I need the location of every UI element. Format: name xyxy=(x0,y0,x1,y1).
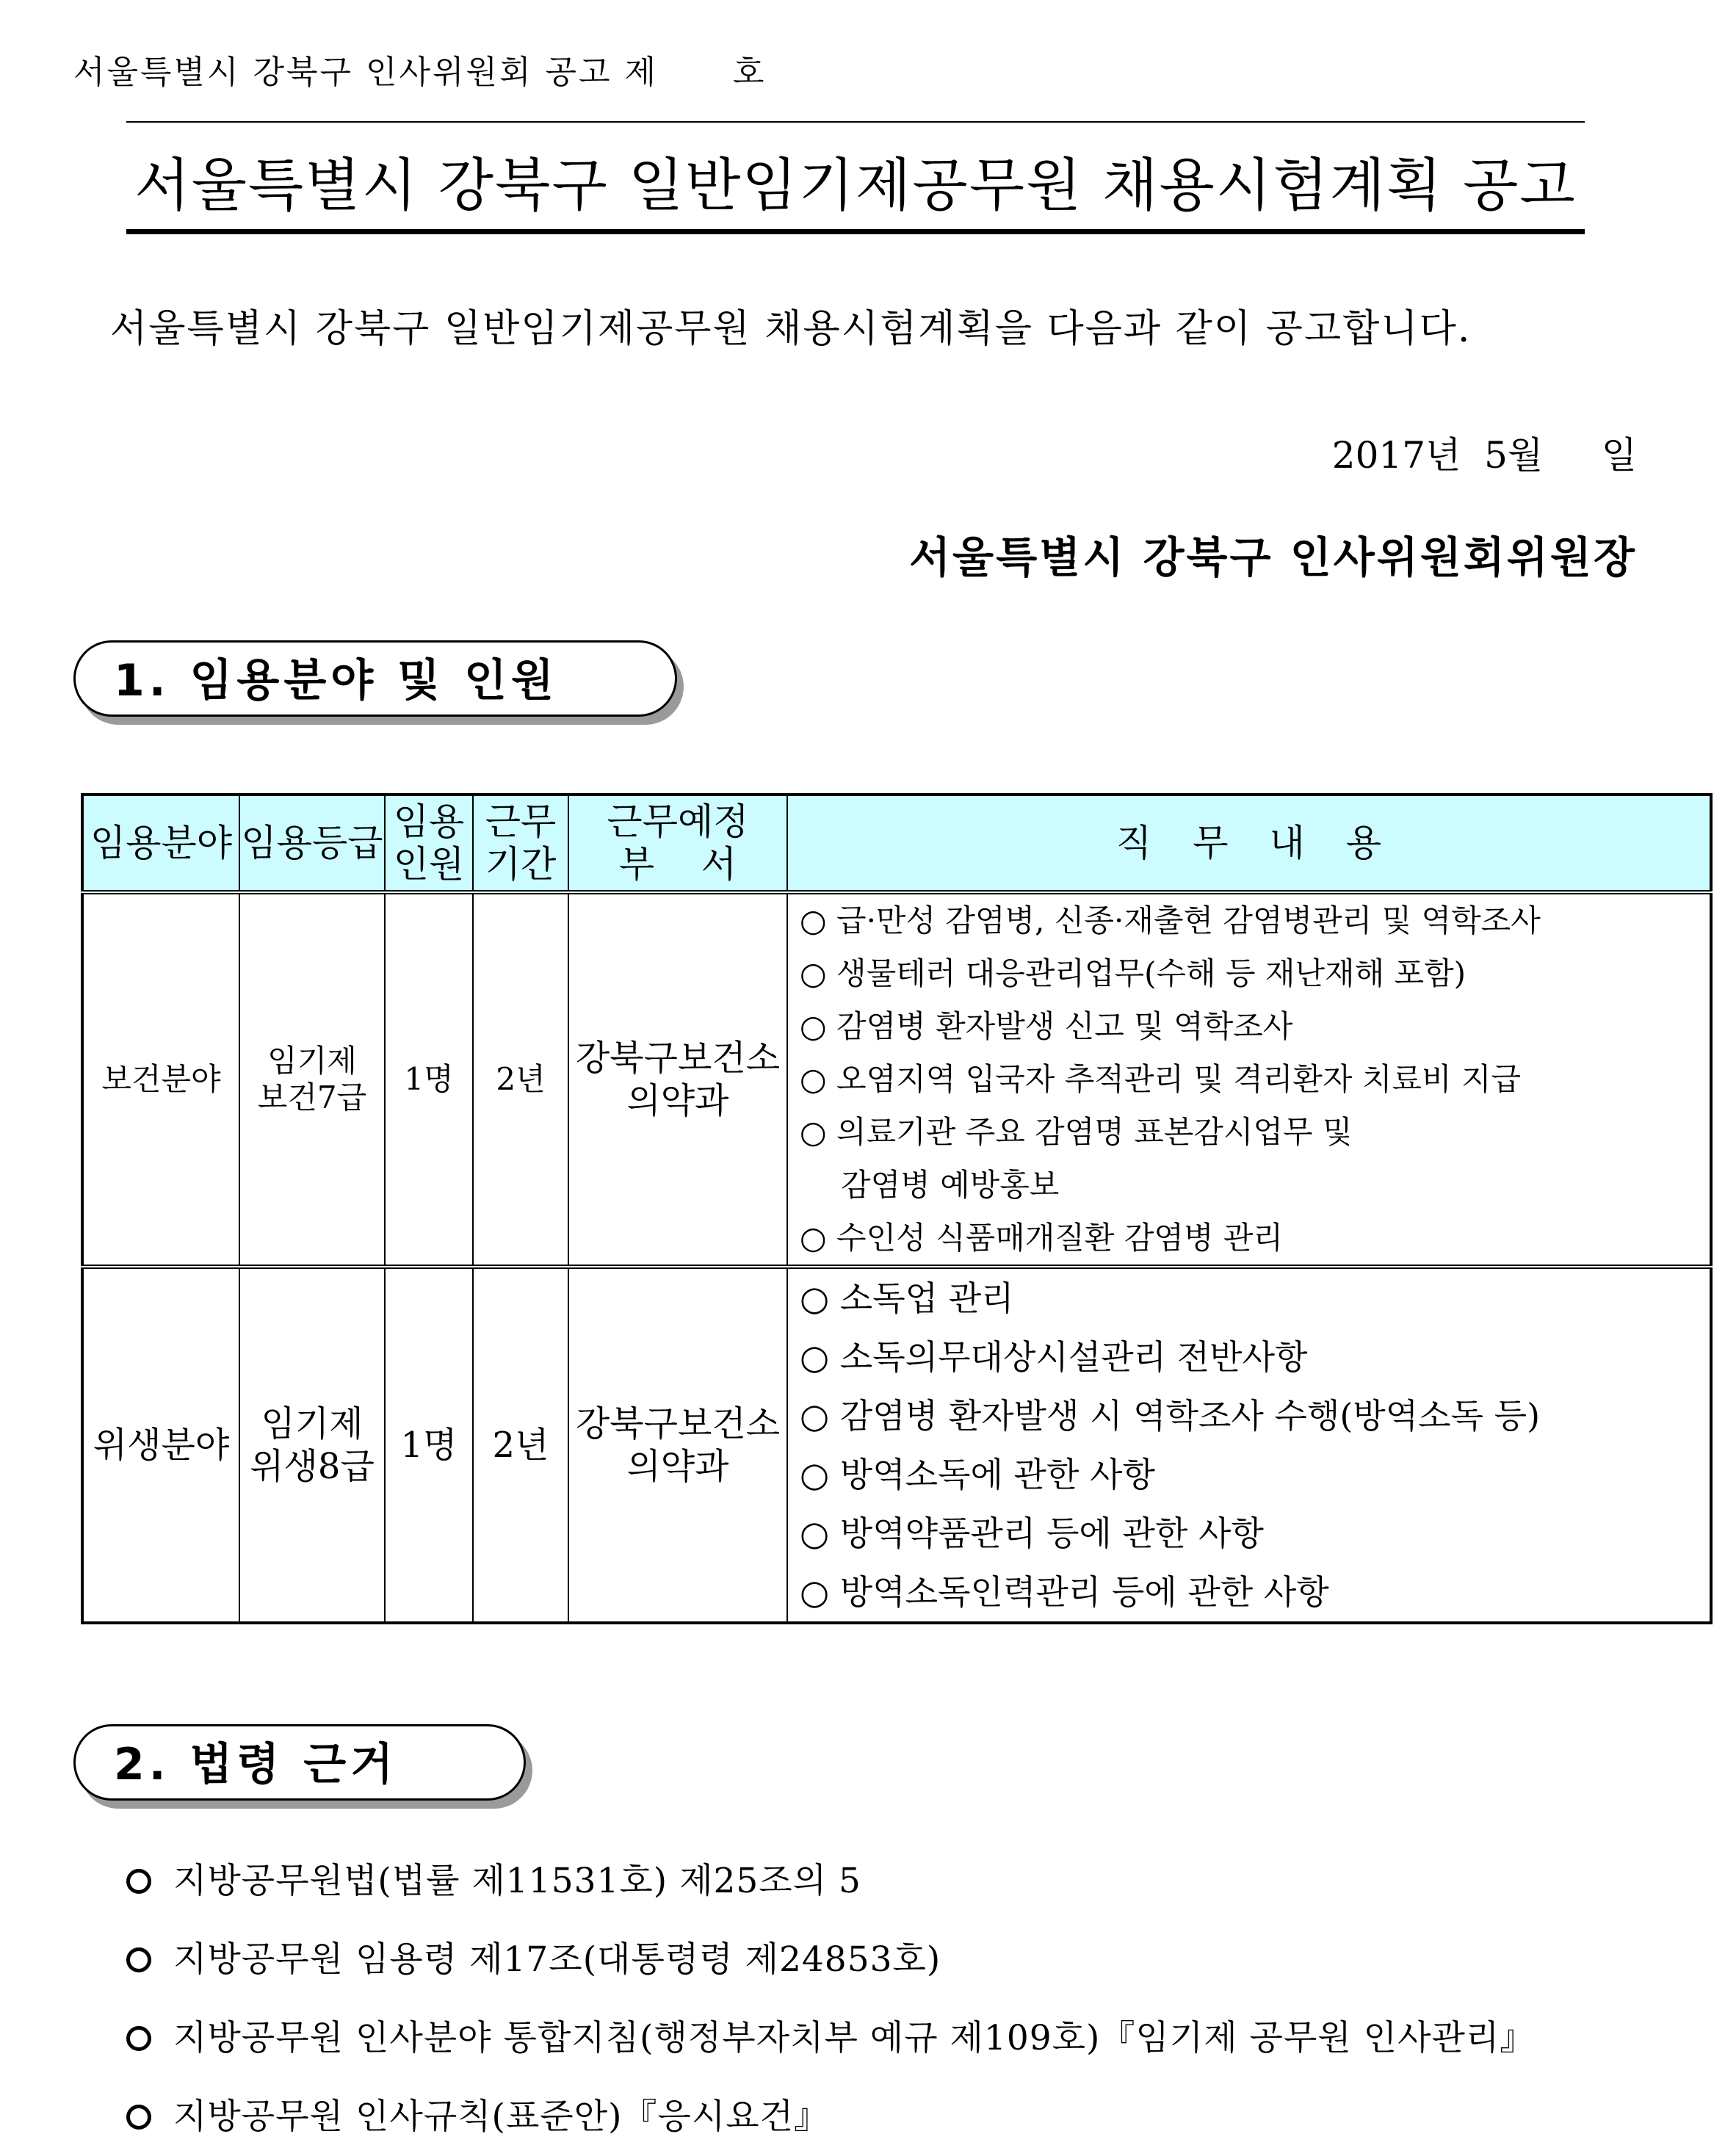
header-period xyxy=(473,795,568,892)
row2-period: 2년 xyxy=(473,1267,568,1623)
header-dept-line2: 부 서 xyxy=(618,843,737,886)
header-count-line2: 인원 xyxy=(393,843,465,886)
header-duties-label: 직무내용 xyxy=(1115,822,1423,864)
row1-dept-line1: 강북구보건소 xyxy=(575,1038,781,1079)
duty-item: ○ 오염지역 입국자 추적관리 및 격리환자 치료비 지급 xyxy=(800,1061,1522,1097)
row1-duties xyxy=(787,892,1711,1267)
circle-bullet-icon xyxy=(126,1869,151,1894)
legal-basis-list xyxy=(126,1842,1535,2156)
row1-grade-line1: 임기제 xyxy=(267,1043,357,1079)
duty-item: ○ 의료기관 주요 감염명 표본감시업무 및 xyxy=(800,1114,1353,1150)
row2-dept xyxy=(568,1267,787,1623)
title-top-rule xyxy=(126,121,1585,123)
row1-period: 2년 xyxy=(473,892,568,1267)
duty-item-continuation: 감염병 예방홍보 xyxy=(841,1167,1060,1203)
section-2-heading: 2. 법령 근거 xyxy=(73,1724,526,1801)
header-duties xyxy=(787,795,1711,892)
circle-bullet-icon xyxy=(126,2105,151,2130)
duty-item: ○ 방역약품관리 등에 관한 사항 xyxy=(800,1513,1264,1553)
row2-count: 1명 xyxy=(385,1267,473,1623)
duty-item: ○ 방역소독인력관리 등에 관한 사항 xyxy=(800,1572,1329,1612)
duty-item: ○ 감염병 환자발생 시 역학조사 수행(방역소독 등) xyxy=(800,1396,1541,1436)
header-grade: 임용등급 xyxy=(239,795,385,892)
row2-grade-line1: 임기제 xyxy=(261,1403,364,1444)
row2-grade-line2: 위생8급 xyxy=(250,1446,375,1487)
duty-item: ○ 방역소독에 관한 사항 xyxy=(800,1455,1155,1494)
row1-grade xyxy=(239,892,385,1267)
recruitment-table xyxy=(81,793,1713,1624)
duty-item: ○ 소독의무대상시설관리 전반사항 xyxy=(800,1337,1308,1377)
list-item xyxy=(126,2077,1535,2156)
duty-item: ○ 감염병 환자발생 신고 및 역학조사 xyxy=(800,1008,1293,1044)
header-field: 임용분야 xyxy=(82,795,239,892)
list-item xyxy=(126,1842,1535,1920)
law-item-text: 지방공무원 인사규칙(표준안)『응시요건』 xyxy=(173,2097,830,2137)
circle-bullet-icon xyxy=(126,2026,151,2051)
header-count-line1: 임용 xyxy=(393,800,465,843)
header-count xyxy=(385,795,473,892)
law-item-text: 지방공무원 인사분야 통합지침(행정부자치부 예규 제109호)『임기제 공무원 인사관리』 xyxy=(173,2018,1536,2058)
header-period-line1: 근무 xyxy=(485,800,557,843)
document-title: 서울특별시 강북구 일반임기제공무원 채용시험계획 공고 xyxy=(134,153,1577,219)
duty-item: ○ 소독업 관리 xyxy=(800,1278,1014,1318)
circle-bullet-icon xyxy=(126,1947,151,1972)
row2-field: 위생분야 xyxy=(82,1267,239,1623)
law-item-text: 지방공무원법(법률 제11531호) 제25조의 5 xyxy=(173,1861,861,1901)
table-row xyxy=(82,892,1711,1267)
duty-item: ○ 생물테러 대응관리업무(수해 등 재난재해 포함) xyxy=(800,955,1467,991)
row1-field: 보건분야 xyxy=(82,892,239,1267)
duty-item: ○ 급·만성 감염병, 신종·재출현 감염병관리 및 역학조사 xyxy=(800,902,1541,938)
section-1-heading: 1. 임용분야 및 인원 xyxy=(73,640,677,717)
row2-grade xyxy=(239,1267,385,1623)
header-period-line2: 기간 xyxy=(485,843,557,886)
law-item-text: 지방공무원 임용령 제17조(대통령령 제24853호) xyxy=(173,1939,941,1980)
duty-item: ○ 수인성 식품매개질환 감염병 관리 xyxy=(800,1220,1284,1256)
list-item xyxy=(126,1920,1535,1999)
issuer-name: 서울특별시 강북구 인사위원회위원장 xyxy=(909,532,1637,582)
announcement-number: 서울특별시 강북구 인사위원회 공고 제 호 xyxy=(73,54,767,91)
row1-dept xyxy=(568,892,787,1267)
header-dept-line1: 근무예정 xyxy=(607,800,749,843)
header-dept xyxy=(568,795,787,892)
row1-dept-line2: 의약과 xyxy=(626,1080,729,1121)
intro-text: 서울특별시 강북구 일반임기제공무원 채용시험계획을 다음과 같이 공고합니다. xyxy=(110,307,1472,351)
table-row xyxy=(82,1267,1711,1623)
row1-grade-line2: 보건7급 xyxy=(257,1079,367,1115)
row2-dept-line2: 의약과 xyxy=(626,1446,729,1487)
title-bottom-rule xyxy=(126,229,1585,234)
row1-count: 1명 xyxy=(385,892,473,1267)
row2-dept-line1: 강북구보건소 xyxy=(575,1403,781,1444)
announcement-date: 2017년 5월 일 xyxy=(1331,434,1637,477)
table-header-row xyxy=(82,795,1711,892)
list-item xyxy=(126,1999,1535,2077)
row2-duties xyxy=(787,1267,1711,1623)
